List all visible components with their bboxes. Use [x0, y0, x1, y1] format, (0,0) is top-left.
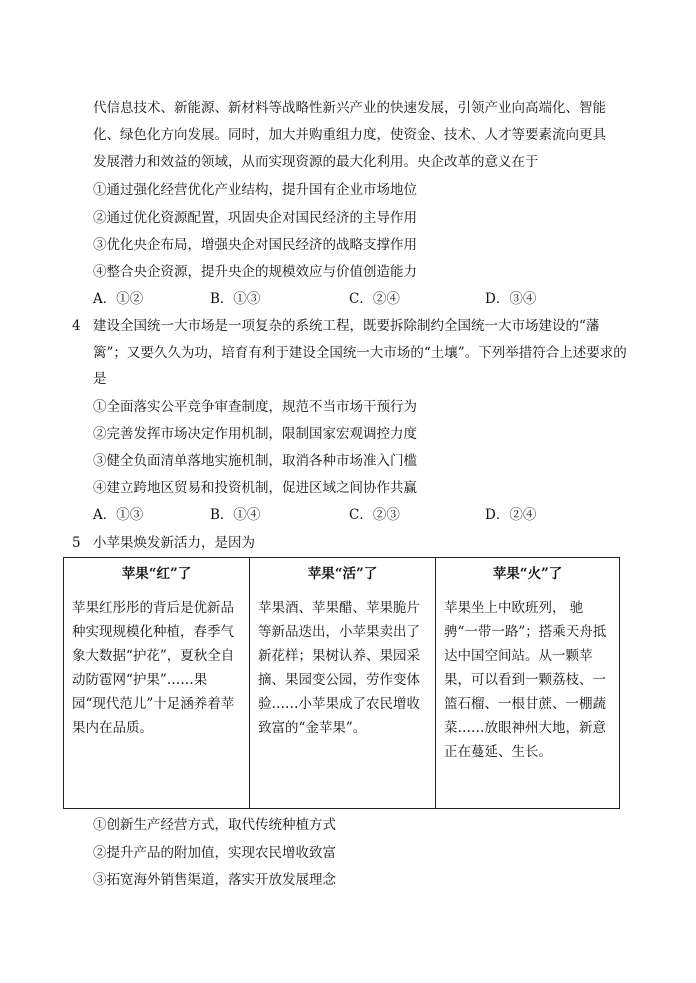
q5-number: 5 [72, 535, 81, 551]
q3-statement-1: ①通过强化经营优化产业结构，提升国有企业市场地位 [93, 182, 417, 198]
q3-stem-line-1: 代信息技术、新能源、新材料等战略性新兴产业的快速发展，引领产业向高端化、智能 [93, 100, 606, 116]
q3-statement-4: ④整合央企资源，提升央企的规模效应与价值创造能力 [93, 264, 417, 280]
table-cell-hot: 苹果坐上中欧班列， 驰骋“一带一路”；搭乘天舟抵达中国空间站。从一颗苹果，可以看到一颗荔枝、一篮石榴、一根甘蔗、一棚蔬菜……放眼神州大地，新意正在蔓延、生长。 [436, 590, 620, 809]
q4-statement-4: ④建立跨地区贸易和投资机制，促进区域之间协作共赢 [93, 480, 417, 496]
q4-option-c[interactable]: C．②③ [349, 507, 400, 523]
table-header-alive: 苹果“活”了 [250, 558, 436, 591]
q4-option-b[interactable]: B．①④ [210, 507, 261, 523]
q3-option-c[interactable]: C．②④ [349, 291, 400, 307]
table-header-row [64, 558, 620, 591]
q3-option-d[interactable]: D．③④ [485, 291, 537, 307]
q3-options [93, 289, 563, 309]
q4-stem-line-2: 篱”；又要久久为功，培育有利于建设全国统一大市场的“土壤”。下列举措符合上述要求的 [93, 345, 627, 361]
q4-stem-line-1: 建设全国统一大市场是一项复杂的系统工程，既要拆除制约全国统一大市场建设的“藩 [93, 318, 600, 334]
apple-material-table [63, 557, 620, 809]
table-cell-red: 苹果红彤彤的背后是优新品种实现规模化种植，春季气象大数据“护花”，夏秋全自动防雹网“护果”……果园“现代范儿”十足涵养着苹果内在品质。 [64, 590, 250, 809]
q4-option-a[interactable]: A．①③ [93, 507, 144, 523]
q3-option-b[interactable]: B．①③ [210, 291, 261, 307]
q4-statement-1: ①全面落实公平竞争审查制度，规范不当市场干预行为 [93, 399, 417, 415]
q5-statement-2: ②提升产品的附加值，实现农民增收致富 [93, 845, 336, 861]
q4-options [93, 505, 563, 525]
q5-statement-1: ①创新生产经营方式，取代传统种植方式 [93, 817, 336, 833]
q3-stem-line-3: 发展潜力和效益的领域，从而实现资源的最大化利用。央企改革的意义在于 [93, 154, 539, 170]
q3-statement-2: ②通过优化资源配置，巩固央企对国民经济的主导作用 [93, 210, 417, 226]
table-row [64, 590, 620, 809]
q4-number: 4 [72, 318, 81, 334]
table-cell-alive: 苹果酒、苹果醋、苹果脆片等新品迭出，小苹果卖出了新花样；果树认养、果园采摘、果园变公园，劳作变体验……小苹果成了农民增收致富的“金苹果”。 [250, 590, 436, 809]
q3-option-a[interactable]: A．①② [93, 291, 144, 307]
q3-stem-line-2: 化、绿色化方向发展。同时，加大并购重组力度，使资金、技术、人才等要素流向更具 [93, 127, 606, 143]
q4-option-d[interactable]: D．②④ [485, 507, 537, 523]
table-header-red: 苹果“红”了 [64, 558, 250, 591]
q3-statement-3: ③优化央企布局，增强央企对国民经济的战略支撑作用 [93, 237, 417, 253]
table-header-hot: 苹果“火”了 [436, 558, 620, 591]
q4-statement-2: ②完善发挥市场决定作用机制，限制国家宏观调控力度 [93, 426, 417, 442]
q5-stem: 小苹果焕发新活力，是因为 [93, 535, 255, 551]
q4-statement-3: ③健全负面清单落地实施机制，取消各种市场准入门槛 [93, 453, 417, 469]
q4-stem-line-3: 是 [93, 371, 107, 387]
q5-statement-3: ③拓宽海外销售渠道，落实开放发展理念 [93, 872, 336, 888]
